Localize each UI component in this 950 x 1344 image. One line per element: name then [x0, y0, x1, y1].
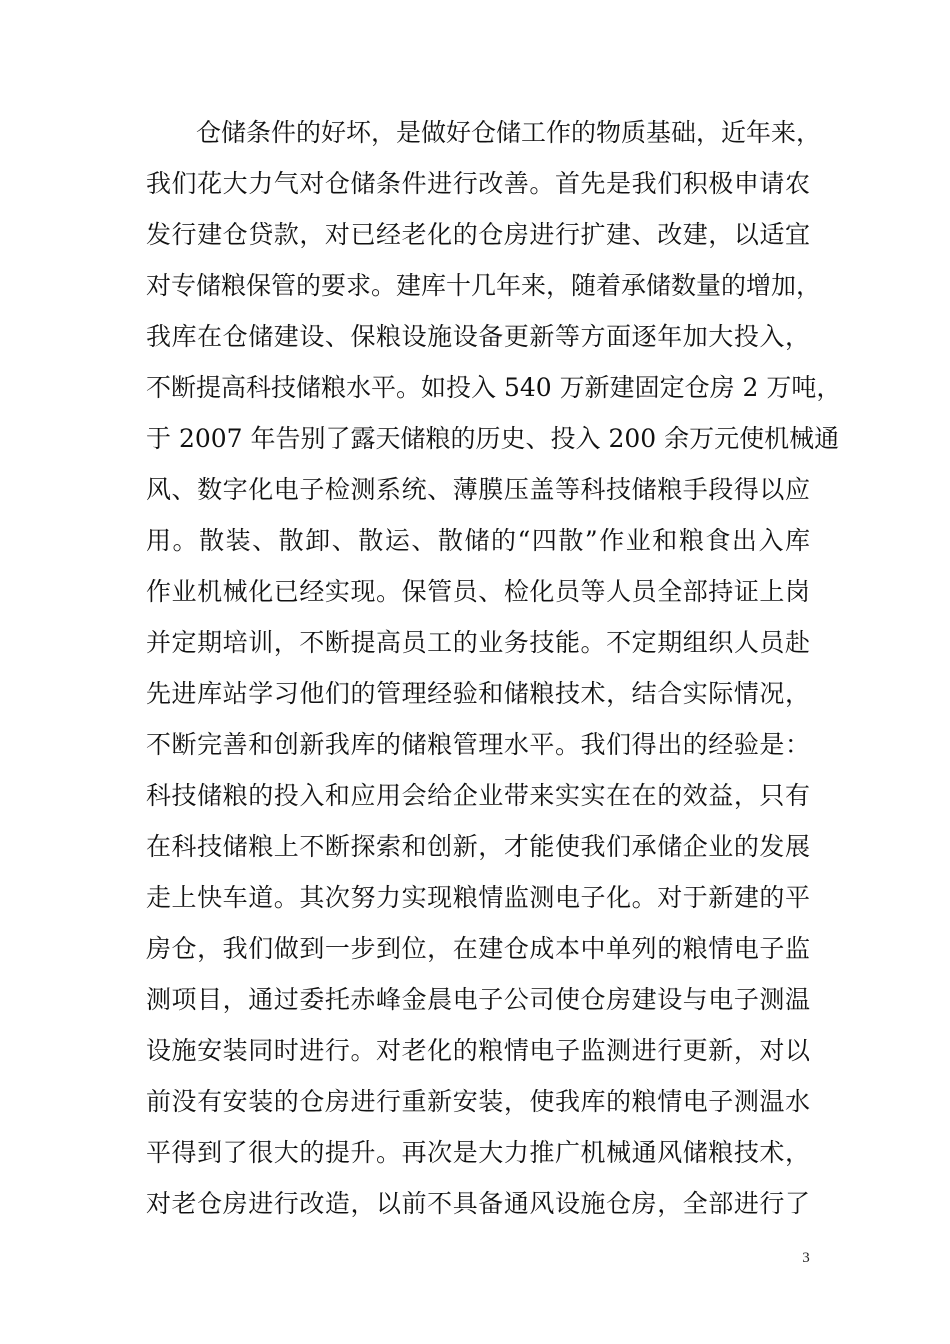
paragraph-line: 并定期培训，不断提高员工的业务技能。不定期组织人员赴 — [146, 628, 810, 657]
paragraph-line: 走上快车道。其次努力实现粮情监测电子化。对于新建的平 — [146, 883, 810, 912]
paragraph-line: 测项目，通过委托赤峰金晨电子公司使仓房建设与电子测温 — [146, 985, 810, 1014]
paragraph-line: 我库在仓储建设、保粮设施设备更新等方面逐年加大投入， — [146, 322, 810, 351]
paragraph-line: 设施安装同时进行。对老化的粮情电子监测进行更新，对以 — [146, 1036, 810, 1065]
paragraph-line: 对老仓房进行改造，以前不具备通风设施仓房，全部进行了 — [146, 1189, 810, 1218]
paragraph-line: 对专储粮保管的要求。建库十几年来，随着承储数量的增加， — [146, 271, 822, 300]
paragraph-line: 发行建仓贷款，对已经老化的仓房进行扩建、改建，以适宜 — [146, 220, 810, 249]
paragraph-line: 风、数字化电子检测系统、薄膜压盖等科技储粮手段得以应 — [146, 475, 810, 504]
paragraph-line: 我们花大力气对仓储条件进行改善。首先是我们积极申请农 — [146, 169, 810, 198]
paragraph-line: 科技储粮的投入和应用会给企业带来实实在在的效益，只有 — [146, 781, 810, 810]
paragraph-line: 平得到了很大的提升。再次是大力推广机械通风储粮技术， — [146, 1138, 810, 1167]
paragraph-line: 在科技储粮上不断探索和创新，才能使我们承储企业的发展 — [146, 832, 810, 861]
paragraph-line: 用。散装、散卸、散运、散储的“四散”作业和粮食出入库 — [146, 526, 810, 555]
paragraph-line: 作业机械化已经实现。保管员、检化员等人员全部持证上岗 — [146, 577, 810, 606]
paragraph-line: 于 2007 年告别了露天储粮的历史、投入 200 余万元使机械通 — [146, 424, 840, 453]
paragraph-line: 房仓，我们做到一步到位，在建仓成本中单列的粮情电子监 — [146, 934, 810, 963]
body-paragraph — [146, 107, 842, 1229]
paragraph-line: 不断提高科技储粮水平。如投入 540 万新建固定仓房 2 万吨， — [146, 373, 842, 402]
paragraph-line: 先进库站学习他们的管理经验和储粮技术，结合实际情况， — [146, 679, 810, 708]
paragraph-line: 不断完善和创新我库的储粮管理水平。我们得出的经验是： — [146, 730, 810, 759]
page-number: 3 — [802, 1250, 810, 1266]
paragraph-line: 前没有安装的仓房进行重新安装，使我库的粮情电子测温水 — [146, 1087, 810, 1116]
paragraph-line: 仓储条件的好坏，是做好仓储工作的物质基础，近年来， — [196, 118, 822, 147]
